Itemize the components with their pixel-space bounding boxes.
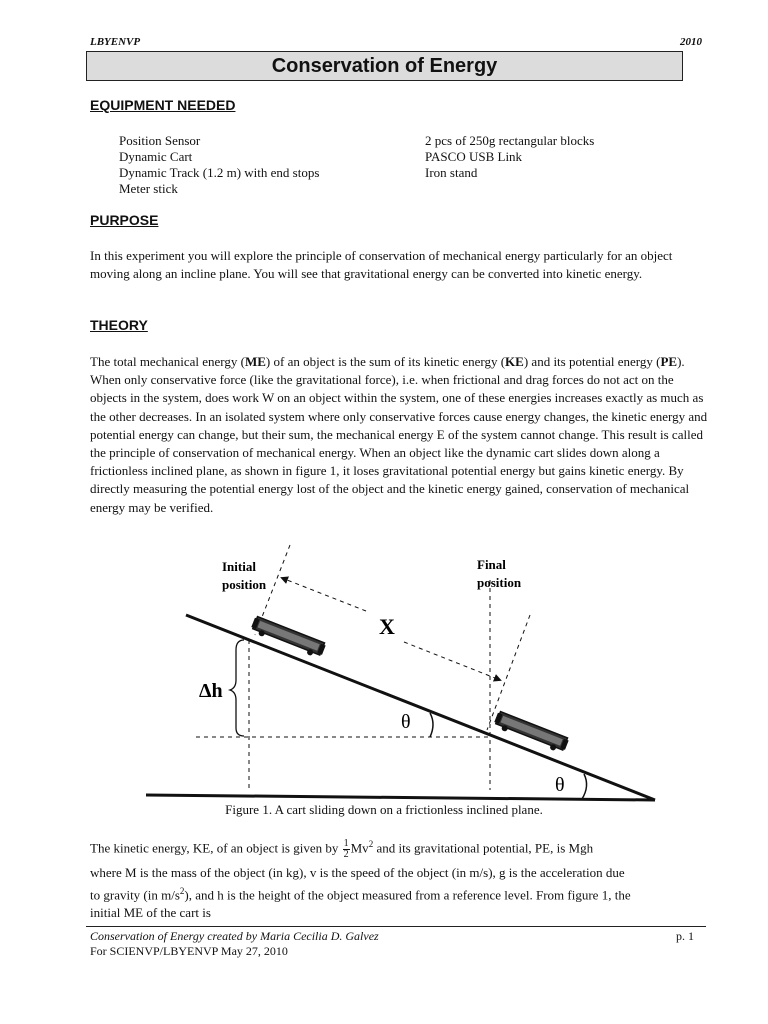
me-term: ME: [244, 354, 266, 369]
footer-course: For SCIENVP/LBYENVP May 27, 2010: [90, 944, 288, 958]
equipment-list-left: [119, 133, 319, 197]
ke-line-2: where M is the mass of the object (in kg), v is the speed of the object (in m/s), g is the acceleration due: [90, 864, 625, 880]
x-arrow-left: [282, 578, 366, 611]
theory-text: The total mechanical energy (: [90, 354, 245, 369]
delta-h-label: Δh: [199, 680, 223, 702]
equipment-item: Iron stand: [425, 165, 478, 180]
half-fraction: [343, 839, 350, 860]
pe-term: PE: [660, 354, 678, 369]
angle-arc-upper: [430, 713, 433, 737]
theta-label-upper: θ: [401, 711, 411, 733]
theory-text: ) of an object is the sum of its kinetic energy (: [265, 354, 506, 369]
mv-exponent: 2: [368, 839, 374, 849]
fraction-numerator: 1: [343, 837, 349, 849]
header-year: 2010: [680, 36, 702, 48]
height-brace: [230, 640, 244, 736]
ke-line-1: [90, 835, 710, 860]
figure-caption: Figure 1. A cart sliding down on a frictionless inclined plane.: [225, 802, 543, 817]
theta-label-lower: θ: [555, 774, 565, 796]
x-arrow-right: [404, 642, 500, 680]
initial-label-2: position: [222, 577, 267, 592]
header-course-code: LBYENVP: [90, 36, 141, 48]
equipment-item: Dynamic Track (1.2 m) with end stops: [119, 165, 320, 180]
equipment-list-right: [425, 133, 594, 181]
equipment-item: Position Sensor: [119, 133, 201, 148]
theory-text: ). When only conservative force (like the gravitational force), i.e. when frictional and drag forces do not act on the objects in the system, does work W on an object within the system, one of these energies increases exactly as much as the other decreases. In an isolated system where only conservative forces cause energy changes, the kinetic energy and potential energy can change, but their sum, the mechanical energy E of the system cannot change. This result is called the principle of conservation of mechanical energy. When an object like the dynamic cart slides down along a frictionless inclined plane, as shown in figure 1, it loses gravitational potential energy but gains kinetic energy. By directly measuring the potential energy lost of the object and the kinetic energy gained, conservation of mechanical energy may be verified.: [90, 354, 708, 515]
equipment-item: PASCO USB Link: [425, 149, 523, 164]
theory-text: ) and its potential energy (: [523, 354, 661, 369]
cart-initial: [249, 616, 326, 660]
fraction-denominator: 2: [343, 848, 349, 860]
page-number: p. 1: [676, 929, 694, 943]
equipment-item: Meter stick: [119, 181, 178, 196]
purpose-heading: PURPOSE: [90, 212, 159, 228]
ke-term: KE: [505, 354, 524, 369]
ke-line-4: initial ME of the cart is: [90, 905, 211, 921]
units-exponent: 2: [179, 885, 185, 896]
purpose-text: In this experiment you will explore the principle of conservation of mechanical energy particularly for an object moving along an incline plane. You will see that gravitational energy can be converted into kinetic energy.: [90, 248, 673, 282]
equipment-item: Dynamic Cart: [119, 149, 193, 164]
mv-term: Mv: [350, 840, 369, 856]
equipment-heading: EQUIPMENT NEEDED: [90, 97, 236, 113]
ground-line: [146, 795, 655, 800]
initial-label-1: Initial: [222, 559, 256, 574]
ke-text: The kinetic energy, KE, of an object is given by: [90, 840, 342, 856]
ke-text: to gravity (in m/s: [90, 887, 180, 903]
page-title: Conservation of Energy: [86, 51, 683, 81]
incline-figure: [0, 535, 768, 810]
equipment-item: 2 pcs of 250g rectangular blocks: [425, 133, 595, 148]
final-label-1: Final: [477, 557, 506, 572]
footer-credit: Conservation of Energy created by Maria Cecilia D. Galvez: [90, 929, 379, 943]
cart-final: [492, 711, 569, 755]
theory-paragraph: [90, 353, 708, 517]
theory-heading: THEORY: [90, 317, 148, 333]
ke-line-3: [90, 882, 710, 904]
angle-arc-lower: [582, 774, 587, 799]
ke-text: and its gravitational potential, PE, is Mgh: [373, 840, 594, 856]
incline-line: [186, 615, 655, 800]
final-perpendicular: [487, 615, 530, 730]
ke-paragraph: [90, 835, 710, 922]
footer-divider: [86, 926, 706, 927]
x-label: X: [379, 614, 395, 639]
final-label-2: position: [477, 575, 522, 590]
ke-text: ), and h is the height of the object measured from a reference level. From figure 1, the: [184, 887, 631, 903]
